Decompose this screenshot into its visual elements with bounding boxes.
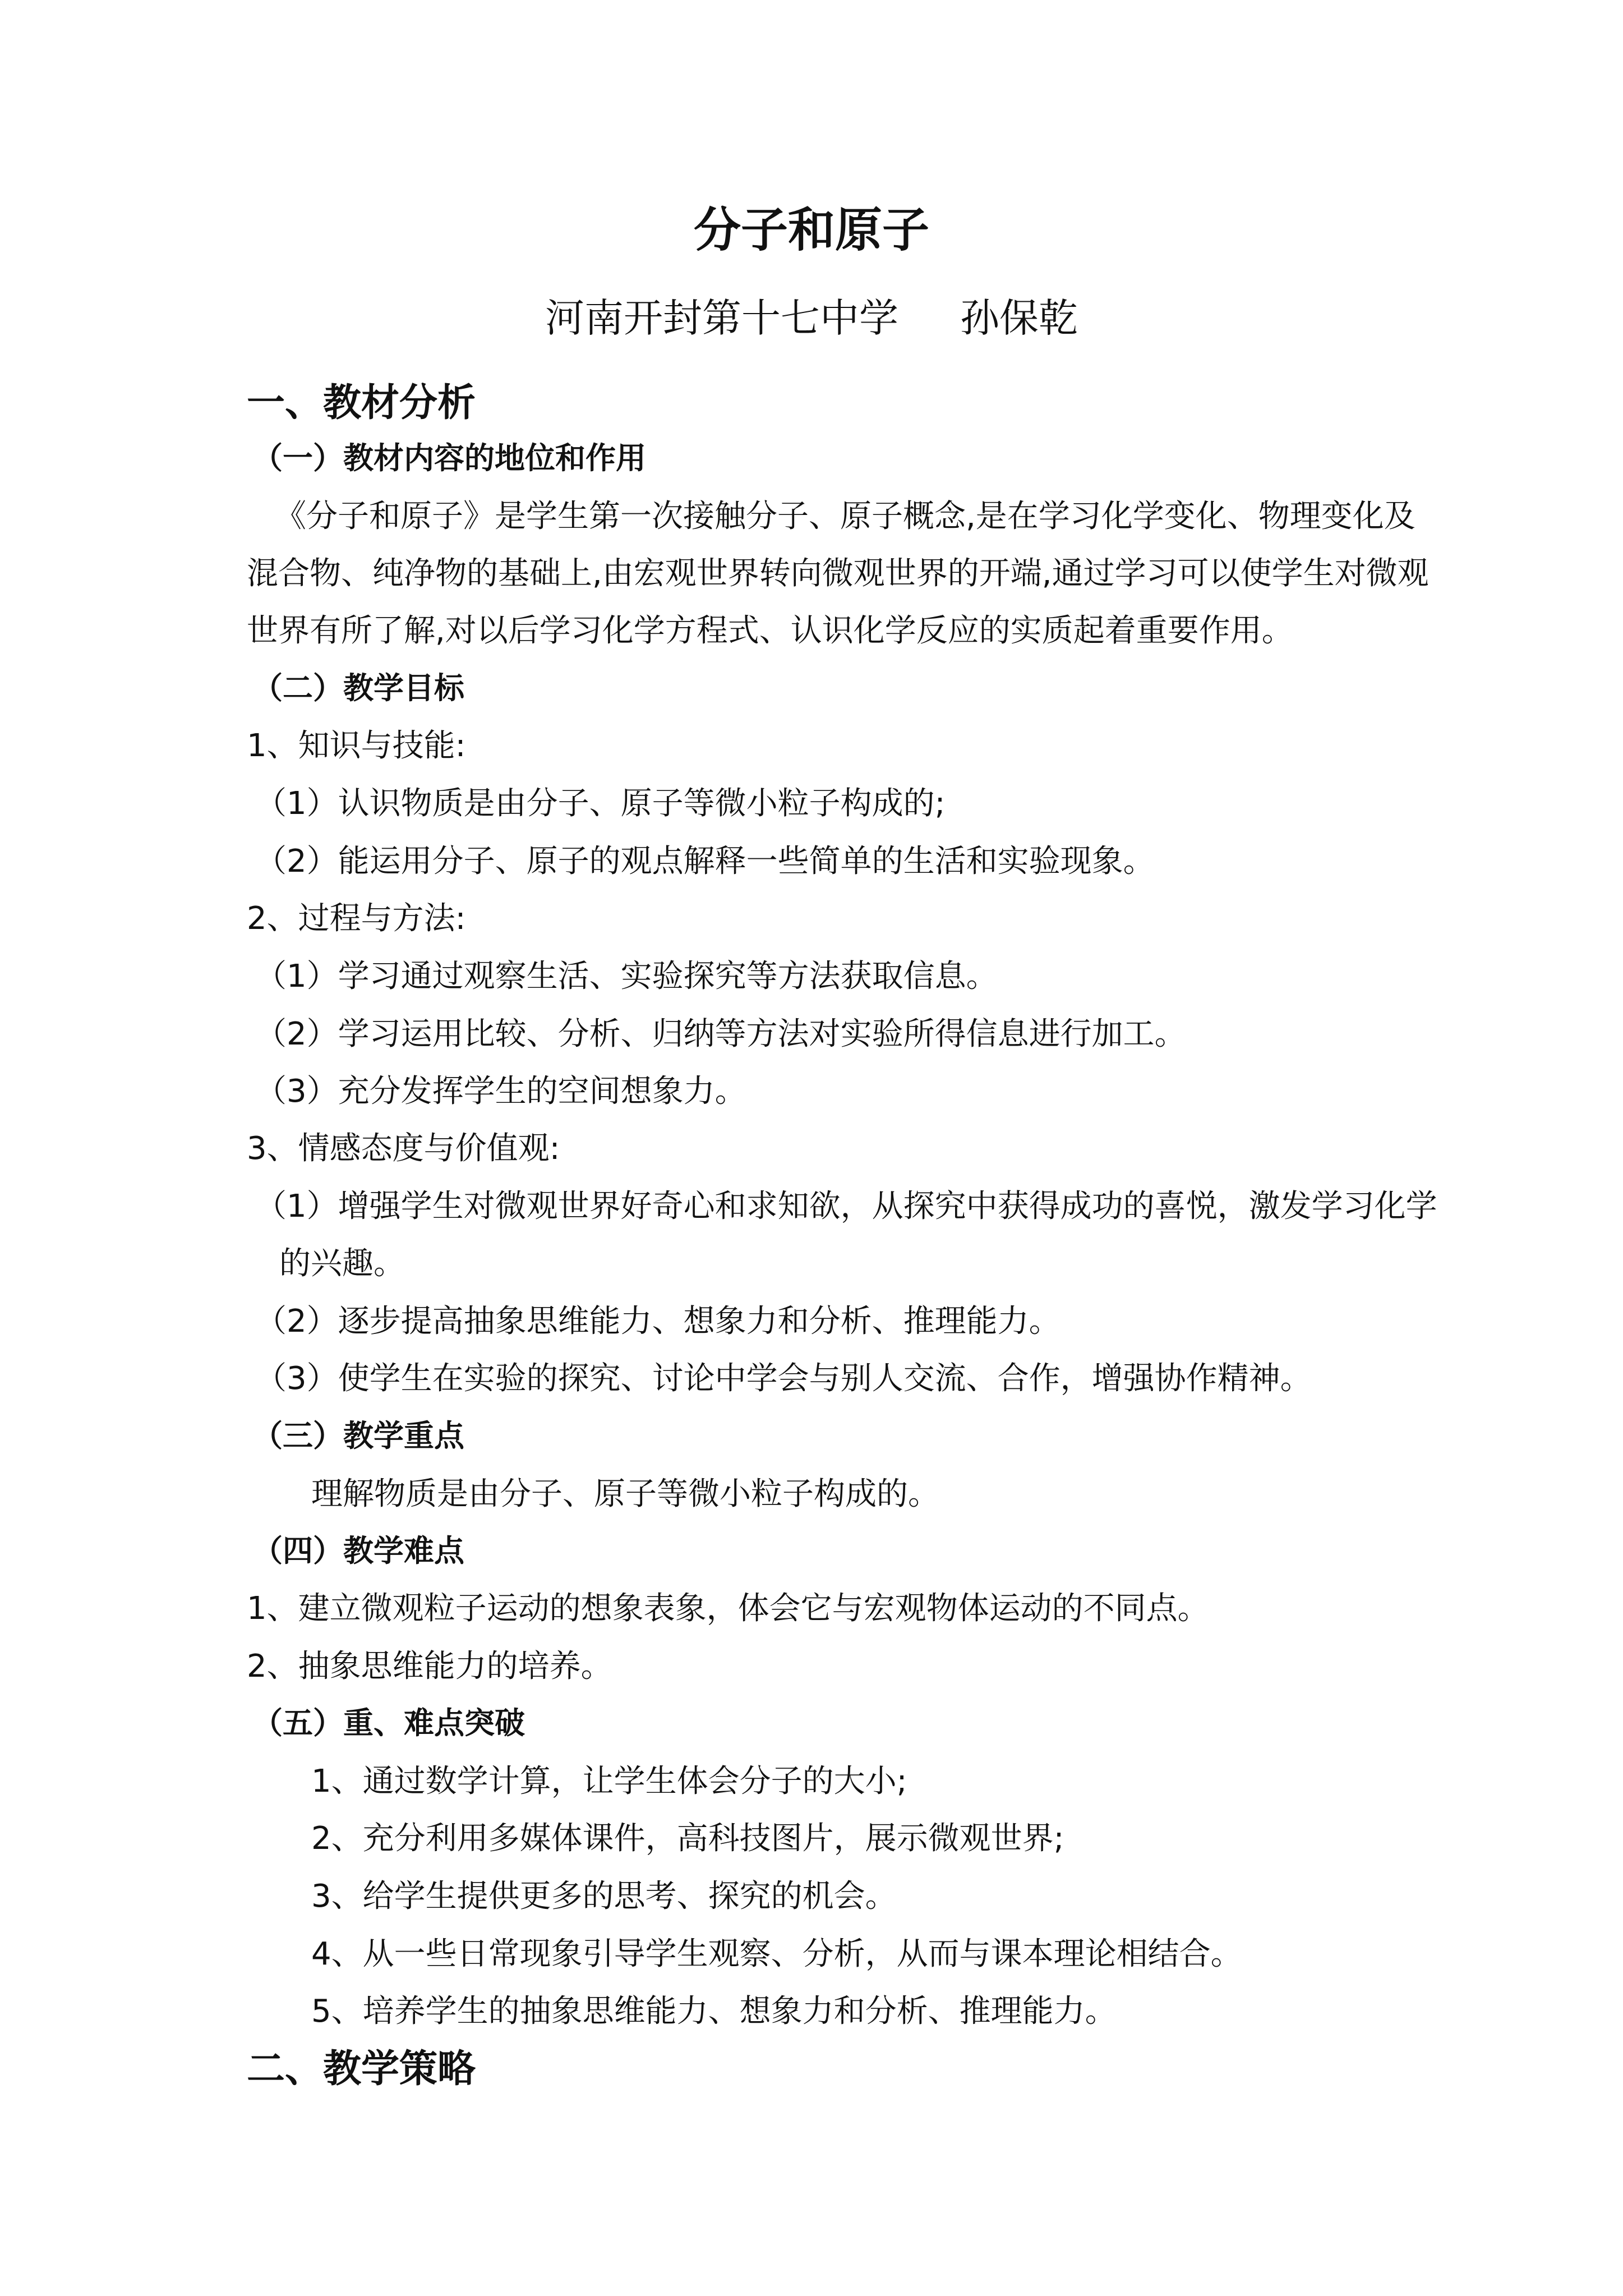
list-item: （2）能运用分子、原子的观点解释一些简单的生活和实验现象。 <box>255 843 1155 880</box>
list-item: 4、从一些日常现象引导学生观察、分析，从而与课本理论相结合。 <box>311 1936 1242 1972</box>
document-title: 分子和原子 <box>693 203 929 257</box>
list-item: （1）学习通过观察生活、实验探究等方法获取信息。 <box>255 958 998 995</box>
list-item: 3、给学生提供更多的思考、探究的机会。 <box>311 1878 897 1915</box>
subsection-heading-5: （五）重、难点突破 <box>252 1705 525 1741</box>
list-item: 1、知识与技能: <box>247 728 466 764</box>
list-item: （2）逐步提高抽象思维能力、想象力和分析、推理能力。 <box>255 1303 1061 1340</box>
section-heading-1: 一、教材分析 <box>247 381 476 425</box>
subsection-heading-4: （四）教学难点 <box>252 1533 464 1568</box>
list-item: （2）学习运用比较、分析、归纳等方法对实验所得信息进行加工。 <box>255 1016 1186 1052</box>
subsection-heading-3: （三）教学重点 <box>252 1418 464 1453</box>
paragraph-line: 混合物、纯净物的基础上,由宏观世界转向微观世界的开端,通过学习可以使学生对微观 <box>247 555 1429 592</box>
author-line <box>0 295 1623 341</box>
list-item: 2、充分利用多媒体课件，高科技图片，展示微观世界; <box>311 1820 1064 1857</box>
author-name: 孙保乾 <box>960 295 1078 341</box>
list-item: （1）认识物质是由分子、原子等微小粒子构成的; <box>255 785 946 822</box>
list-item: （3）使学生在实验的探究、讨论中学会与别人交流、合作，增强协作精神。 <box>255 1360 1312 1397</box>
list-item: 1、建立微观粒子运动的想象表象，体会它与宏观物体运动的不同点。 <box>247 1590 1209 1627</box>
paragraph-line: 理解物质是由分子、原子等微小粒子构成的。 <box>311 1476 939 1512</box>
list-item: 3、情感态度与价值观: <box>247 1130 560 1167</box>
subsection-heading-2: （二）教学目标 <box>252 670 464 706</box>
list-item: 2、抽象思维能力的培养。 <box>247 1648 612 1685</box>
list-item: 5、培养学生的抽象思维能力、想象力和分析、推理能力。 <box>311 1993 1117 2030</box>
subsection-heading-1: （一）教材内容的地位和作用 <box>252 440 646 476</box>
section-heading-2: 二、教学策略 <box>247 2047 476 2091</box>
paragraph-line: 《分子和原子》是学生第一次接触分子、原子概念,是在学习化学变化、物理变化及 <box>275 498 1415 535</box>
list-item: （3）充分发挥学生的空间想象力。 <box>255 1073 746 1110</box>
list-item: （1）增强学生对微观世界好奇心和求知欲，从探究中获得成功的喜悦，激发学习化学 <box>255 1188 1437 1225</box>
author-school: 河南开封第十七中学 <box>545 295 898 341</box>
list-item-continuation: 的兴趣。 <box>279 1245 405 1282</box>
list-item: 1、通过数学计算，让学生体会分子的大小; <box>311 1763 907 1800</box>
list-item: 2、过程与方法: <box>247 900 466 937</box>
paragraph-line: 世界有所了解,对以后学习化学方程式、认识化学反应的实质起着重要作用。 <box>247 613 1293 649</box>
